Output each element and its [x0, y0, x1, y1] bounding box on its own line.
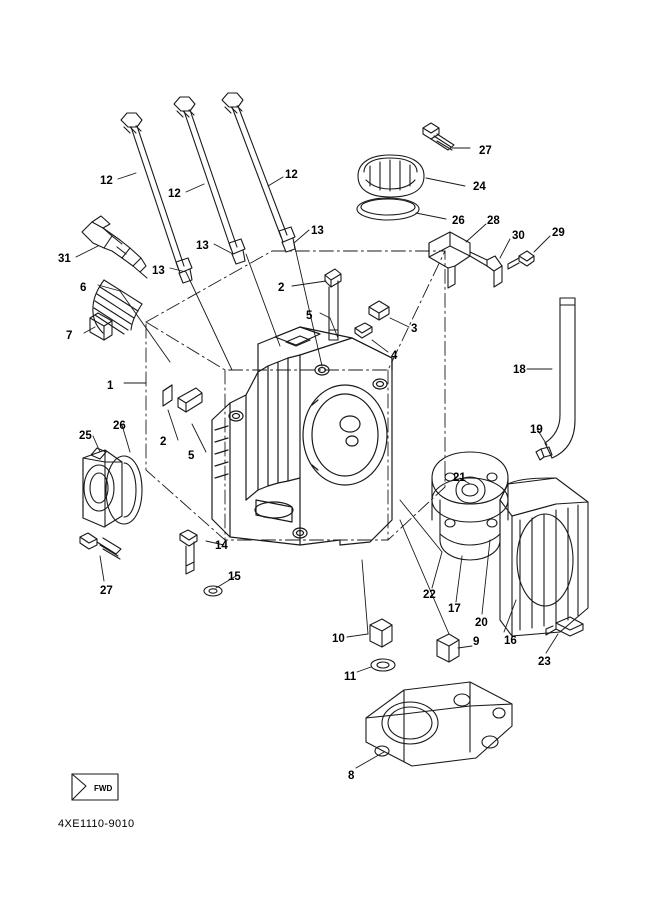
callout-31: 31 [58, 253, 71, 265]
callout-27b: 27 [100, 585, 113, 597]
side-cover-16 [500, 478, 588, 636]
callout-8: 8 [348, 770, 355, 782]
o-ring-upper [357, 198, 419, 220]
head-gasket-8 [366, 682, 512, 766]
callout-5b: 5 [188, 450, 195, 462]
callout-25: 25 [79, 430, 92, 442]
callout-1: 1 [107, 380, 114, 392]
callout-30: 30 [512, 230, 525, 242]
callout-13b: 13 [196, 240, 209, 252]
callout-16: 16 [504, 635, 517, 647]
bolt-27-upper [423, 123, 454, 150]
dowel-pin-9 [437, 634, 459, 662]
callout-10: 10 [332, 633, 345, 645]
stud-bolts [121, 93, 295, 283]
fwd-label: FWD [94, 784, 113, 793]
callout-12b: 12 [168, 188, 181, 200]
bolt-washer-3-4 [355, 301, 389, 338]
callout-28: 28 [487, 215, 500, 227]
callout-29: 29 [552, 227, 565, 239]
callout-22: 22 [423, 589, 436, 601]
drawing-part-number: 4XE1110-9010 [58, 818, 135, 830]
valve-guide-upper [325, 269, 341, 340]
callout-12c: 12 [285, 169, 298, 181]
callout-6: 6 [80, 282, 87, 294]
left-side-cover-25 [80, 448, 142, 559]
head-cover-24 [358, 155, 424, 197]
callout-9: 9 [473, 636, 480, 648]
callout-17: 17 [448, 603, 461, 615]
cam-plate-21-22 [432, 452, 508, 560]
callout-7: 7 [66, 330, 73, 342]
callout-12a: 12 [100, 175, 113, 187]
valve-guide-left [163, 385, 202, 412]
callout-27a: 27 [479, 145, 492, 157]
callout-5a: 5 [306, 310, 313, 322]
callout-14: 14 [215, 540, 228, 552]
phantom-outline [146, 251, 445, 540]
callout-3: 3 [411, 323, 418, 335]
spark-plug [82, 216, 147, 278]
callout-18: 18 [513, 364, 526, 376]
callout-2a: 2 [278, 282, 285, 294]
callout-15: 15 [228, 571, 241, 583]
callout-21: 21 [453, 472, 466, 484]
callout-19: 19 [530, 424, 543, 436]
callout-2b: 2 [160, 436, 167, 448]
cylinder-head-body [212, 327, 392, 545]
callout-13c: 13 [311, 225, 324, 237]
callout-26b: 26 [113, 420, 126, 432]
callout-4: 4 [391, 350, 398, 362]
callout-20: 20 [475, 617, 488, 629]
callout-23: 23 [538, 656, 551, 668]
callout-11: 11 [344, 671, 357, 683]
dowel-10-oring-11 [370, 619, 395, 671]
callout-24: 24 [473, 181, 486, 193]
callout-13a: 13 [152, 265, 165, 277]
plug-cap-spring [93, 280, 142, 334]
callout-26a: 26 [452, 215, 465, 227]
